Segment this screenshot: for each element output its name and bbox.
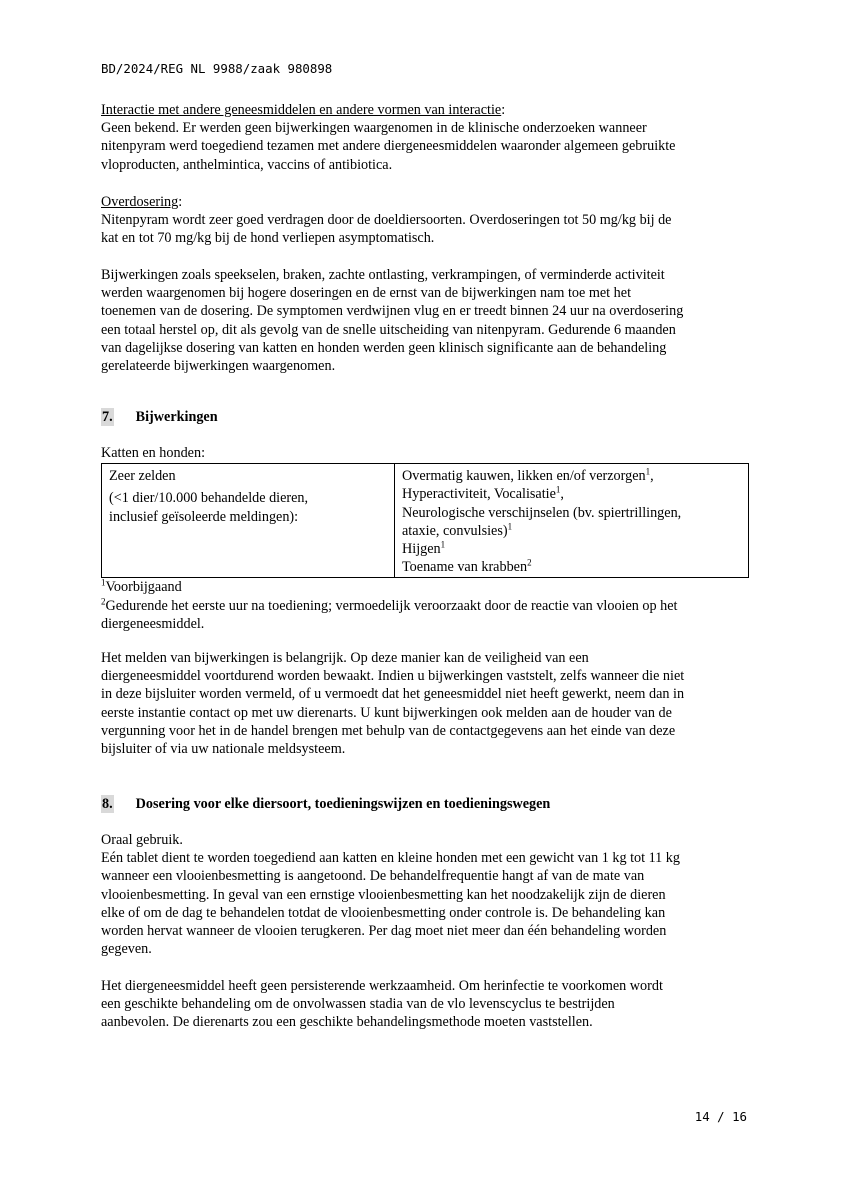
section-title: Bijwerkingen — [135, 409, 218, 425]
text-line: Bijwerkingen zoals speekselen, braken, zachte ontlasting, verkrampingen, of verminderde activiteit — [101, 267, 665, 283]
text-line: eerste instantie contact op met uw dierenarts. U kunt bijwerkingen ook melden aan de houder van de — [101, 704, 672, 721]
text-line: toenemen van de dosering. De symptomen verdwijnen vlug en er treedt binnen 24 uur na overdosering — [101, 303, 684, 320]
overdose-section — [101, 193, 751, 248]
text-line: gegeven. — [101, 941, 152, 958]
effect-item: Hijgen$^1$ — [402, 539, 446, 558]
adverse-events-block — [101, 444, 751, 633]
text-line: vloproducten, anthelmintica, vaccins of antibiotica. — [101, 156, 393, 173]
text-line: vergunning voor het in de handel brengen met behulp van de contactgegevens aan het einde van deze — [101, 722, 676, 739]
effect-item: Hyperactiviteit, Vocalisatie$^1$, — [402, 484, 564, 503]
text-line: Eén tablet dient te worden toegediend aan katten en kleine honden met een gewicht van 1 kg tot 11 kg — [101, 850, 680, 867]
text-line: van dagelijkse dosering van katten en honden werden geen klinisch significante aan de behandeling — [101, 339, 667, 356]
frequency-cell — [102, 464, 395, 578]
text-line: elke of om de dag te behandelen totdat de vlooienbesmetting onder controle is. De behandeling kan — [101, 904, 666, 921]
dosage-paragraph — [101, 831, 751, 958]
effect-item: Toename van krabben$^2$ — [402, 557, 532, 576]
text-line: Het diergeneesmiddel heeft geen persisterende werkzaamheid. Om herinfectie te voorkomen wordt — [101, 978, 663, 994]
text-line: diergeneesmiddel voortdurend worden bewaakt. Indien u bijwerkingen vaststelt, zelfs wanneer die niet — [101, 668, 685, 685]
text-line: vlooienbesmetting. In geval van een ernstige vlooienbesmetting kan het noodzakelijk zijn de dieren — [101, 886, 666, 903]
text-line: wanneer een vlooienbesmetting is aangetoond. De behandelfrequentie hangt af van de mate van — [101, 868, 645, 885]
text-line: Het melden van bijwerkingen is belangrijk. Op deze manier kan de veiligheid van een — [101, 650, 589, 666]
overdose-title-line: Overdosering: — [101, 194, 183, 210]
frequency-note: inclusief geïsoleerde meldingen): — [109, 508, 299, 525]
table-row — [102, 464, 749, 578]
reporting-paragraph — [101, 649, 751, 758]
page-number: 14 / 16 — [694, 1109, 747, 1124]
footnote-continuation: diergeneesmiddel. — [101, 615, 205, 632]
text-line: Nitenpyram wordt zeer goed verdragen door de doeldiersoorten. Overdoseringen tot 50 mg/kg bij de — [101, 212, 672, 229]
text-line: nitenpyram werd toegediend tezamen met andere diergeneesmiddelen waaronder algemeen gebruikte — [101, 138, 676, 155]
effect-item: Neurologische verschijnselen (bv. spiertrillingen, — [402, 504, 682, 521]
footnote: $^2$Gedurende het eerste uur na toediening; vermoedelijk veroorzaakt door de reactie van vlooien op het — [101, 595, 678, 614]
frequency-label: Zeer zelden — [109, 468, 176, 485]
footnote: $^1$Voorbijgaand — [101, 577, 182, 596]
species-label: Katten en honden: — [101, 445, 206, 461]
text-line: in deze bijsluiter worden vermeld, of u vermoedt dat het geneesmiddel niet heeft gewerkt, neem dan in — [101, 686, 685, 703]
interaction-title: Interactie met andere geneesmiddelen en andere vormen van interactie — [101, 102, 502, 118]
section-7-heading — [101, 408, 751, 426]
text-line: werden waargenomen bij hogere doseringen en de ernst van de bijwerkingen nam toe met het — [101, 285, 632, 302]
interaction-section — [101, 101, 751, 174]
interaction-title-line: Interactie met andere geneesmiddelen en andere vormen van interactie: — [101, 102, 506, 118]
text-line: worden hervat wanneer de vlooien terugkeren. Per dag moet niet meer dan één behandeling worden — [101, 923, 667, 940]
section-number: 7. — [102, 409, 113, 425]
text-line: aanbevolen. De dierenarts zou een geschikte behandelingsmethode moeten vaststellen. — [101, 1014, 593, 1031]
text-line: een totaal herstel op, dit als gevolg van de snelle uitscheiding van nitenpyram. Gedurende 6 maanden — [101, 321, 676, 338]
effect-item: ataxie, convulsies)$^1$ — [402, 521, 513, 539]
text-line: een geschikte behandeling om de onvolwassen stadia van de vlo levenscyclus te bestrijden — [101, 996, 615, 1013]
section-title: Dosering voor elke diersoort, toedieningswijzen en toedieningswegen — [135, 796, 551, 812]
text-line: Geen bekend. Er werden geen bijwerkingen waargenomen in de klinische onderzoeken wanneer — [101, 120, 647, 137]
document-reference: BD/2024/REG NL 9988/zaak 980898 — [101, 61, 333, 76]
text-line: bijsluiter of via uw nationale meldsysteem. — [101, 741, 346, 758]
text-line: Oraal gebruik. — [101, 832, 183, 848]
section-number: 8. — [102, 796, 113, 812]
effect-item: Overmatig kauwen, likken en/of verzorgen$^1$, — [402, 466, 654, 485]
effects-cell — [395, 464, 749, 578]
overdose-title: Overdosering — [101, 194, 179, 210]
frequency-note: (<1 dier/10.000 behandelde dieren, — [109, 490, 309, 507]
overdose-paragraph — [101, 266, 751, 375]
adverse-events-table — [101, 463, 749, 578]
persistence-paragraph — [101, 977, 751, 1032]
section-8-heading — [101, 795, 751, 813]
text-line: kat en tot 70 mg/kg bij de hond verliepen asymptomatisch. — [101, 230, 435, 247]
text-line: gerelateerde bijwerkingen waargenomen. — [101, 358, 336, 375]
